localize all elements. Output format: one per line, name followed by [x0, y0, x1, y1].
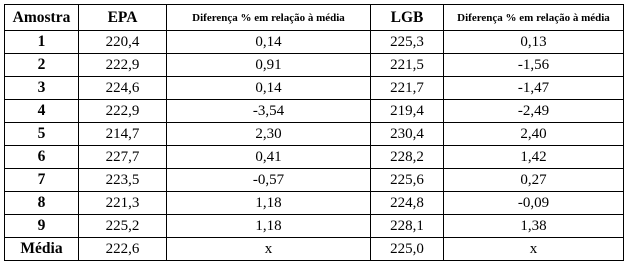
- cell-epa: 222,6: [79, 238, 167, 261]
- cell-epa-diff: 0,91: [167, 54, 371, 77]
- cell-lgb: 225,3: [371, 31, 444, 54]
- header-row: [5, 5, 624, 31]
- table-row: [5, 77, 624, 100]
- cell-lgb-diff: 1,38: [444, 215, 624, 238]
- table-row: [5, 146, 624, 169]
- table-row: [5, 215, 624, 238]
- cell-lgb: 230,4: [371, 123, 444, 146]
- cell-lgb-diff: 1,42: [444, 146, 624, 169]
- cell-lgb-diff: x: [444, 238, 624, 261]
- cell-epa: 214,7: [79, 123, 167, 146]
- cell-lgb: 225,0: [371, 238, 444, 261]
- cell-epa-diff: 0,14: [167, 77, 371, 100]
- header-sample: Amostra: [5, 5, 79, 31]
- cell-epa-diff: -0,57: [167, 169, 371, 192]
- cell-epa-diff: 1,18: [167, 215, 371, 238]
- cell-epa-diff: -3,54: [167, 100, 371, 123]
- cell-epa: 222,9: [79, 100, 167, 123]
- table-row: [5, 169, 624, 192]
- cell-lgb-diff: 0,13: [444, 31, 624, 54]
- cell-lgb: 228,1: [371, 215, 444, 238]
- cell-epa-diff: 1,18: [167, 192, 371, 215]
- cell-lgb-diff: -2,49: [444, 100, 624, 123]
- cell-epa: 221,3: [79, 192, 167, 215]
- cell-epa: 222,9: [79, 54, 167, 77]
- header-lgb-diff: Diferença % em relação à média: [444, 5, 624, 31]
- cell-lgb: 219,4: [371, 100, 444, 123]
- table-body: [5, 31, 624, 261]
- cell-lgb: 228,2: [371, 146, 444, 169]
- table-row: [5, 31, 624, 54]
- cell-lgb-diff: -1,56: [444, 54, 624, 77]
- header-lgb: LGB: [371, 5, 444, 31]
- table-row: [5, 192, 624, 215]
- table-row: [5, 123, 624, 146]
- cell-epa: 223,5: [79, 169, 167, 192]
- table-row: [5, 238, 624, 261]
- cell-sample: Média: [5, 238, 79, 261]
- cell-sample: 4: [5, 100, 79, 123]
- cell-lgb-diff: 2,40: [444, 123, 624, 146]
- cell-epa: 224,6: [79, 77, 167, 100]
- cell-epa-diff: 0,41: [167, 146, 371, 169]
- cell-sample: 3: [5, 77, 79, 100]
- cell-sample: 6: [5, 146, 79, 169]
- table-row: [5, 54, 624, 77]
- cell-epa-diff: 2,30: [167, 123, 371, 146]
- cell-sample: 5: [5, 123, 79, 146]
- cell-sample: 8: [5, 192, 79, 215]
- cell-epa-diff: 0,14: [167, 31, 371, 54]
- cell-sample: 9: [5, 215, 79, 238]
- results-table: [4, 4, 624, 261]
- header-epa-diff: Diferença % em relação à média: [167, 5, 371, 31]
- cell-lgb: 225,6: [371, 169, 444, 192]
- cell-epa: 220,4: [79, 31, 167, 54]
- cell-epa-diff: x: [167, 238, 371, 261]
- table-row: [5, 100, 624, 123]
- cell-epa: 227,7: [79, 146, 167, 169]
- cell-lgb-diff: 0,27: [444, 169, 624, 192]
- cell-epa: 225,2: [79, 215, 167, 238]
- cell-lgb-diff: -1,47: [444, 77, 624, 100]
- header-epa: EPA: [79, 5, 167, 31]
- cell-sample: 7: [5, 169, 79, 192]
- cell-lgb-diff: -0,09: [444, 192, 624, 215]
- cell-lgb: 221,5: [371, 54, 444, 77]
- cell-sample: 1: [5, 31, 79, 54]
- cell-lgb: 224,8: [371, 192, 444, 215]
- cell-lgb: 221,7: [371, 77, 444, 100]
- cell-sample: 2: [5, 54, 79, 77]
